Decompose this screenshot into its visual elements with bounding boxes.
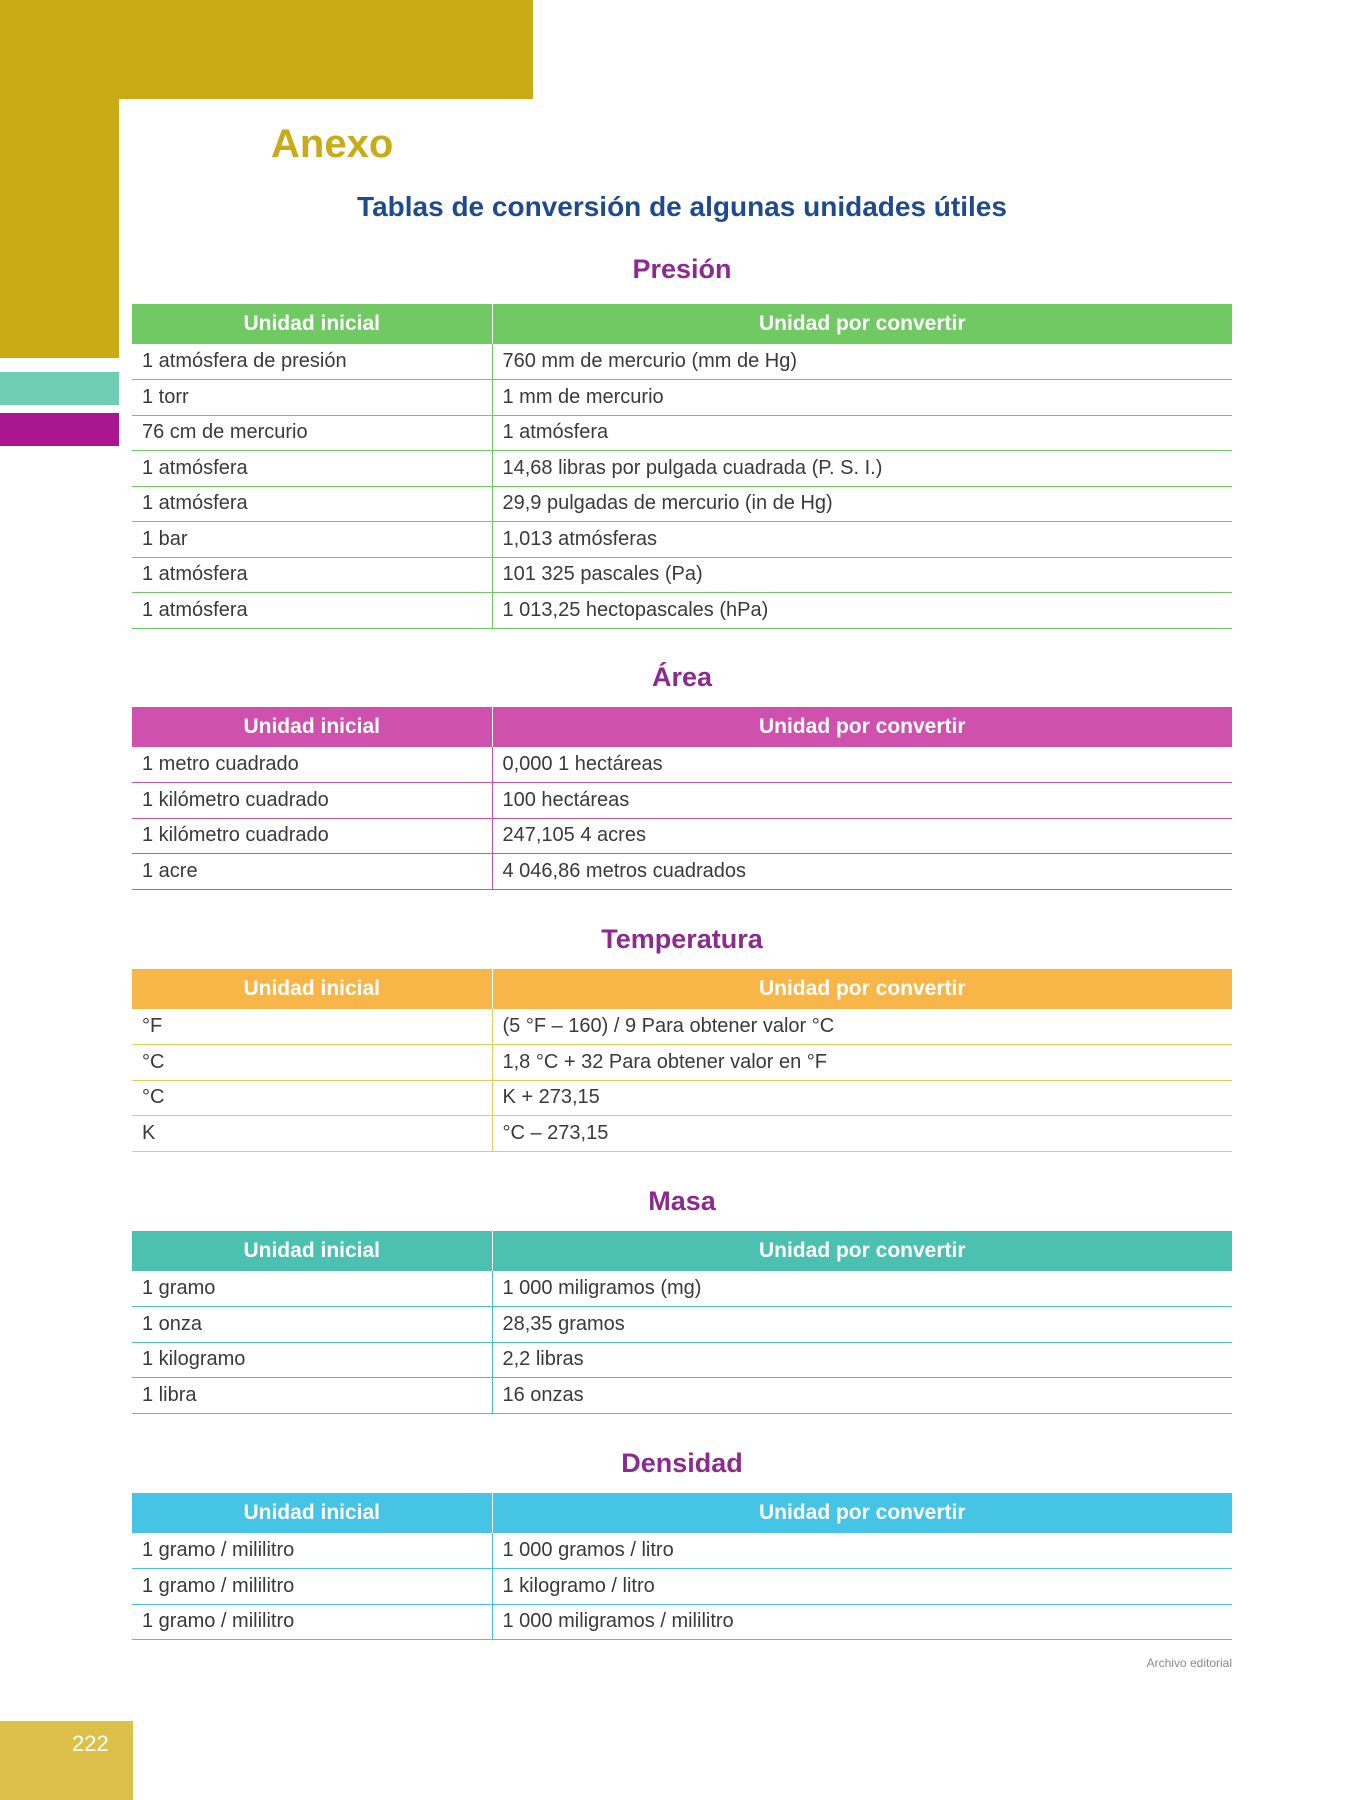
cell-convert: 247,105 4 acres [492, 818, 1232, 854]
densidad-table [132, 1493, 1232, 1640]
cell-convert: 1 atmósfera [492, 415, 1232, 451]
cell-convert: 101 325 pascales (Pa) [492, 557, 1232, 593]
table-row [132, 380, 1232, 416]
table-row [132, 593, 1232, 629]
cell-convert: 2,2 libras [492, 1342, 1232, 1378]
cell-initial: 1 atmósfera [132, 557, 492, 593]
column-header-initial: Unidad inicial [132, 707, 492, 747]
magenta-tab [0, 413, 119, 446]
table-row [132, 1271, 1232, 1307]
masa-heading: Masa [648, 1186, 716, 1216]
table-header-row [132, 1231, 1232, 1271]
cell-convert: K + 273,15 [492, 1080, 1232, 1116]
cell-initial: 1 torr [132, 380, 492, 416]
table-row [132, 344, 1232, 380]
table-row [132, 854, 1232, 890]
cell-initial: 1 kilómetro cuadrado [132, 783, 492, 819]
area-table [132, 707, 1232, 890]
densidad-heading: Densidad [621, 1448, 743, 1478]
table-row [132, 522, 1232, 558]
presion-table [132, 304, 1232, 629]
image-credit: Archivo editorial [1146, 1656, 1232, 1670]
column-header-convert: Unidad por convertir [492, 1231, 1232, 1271]
cell-initial: K [132, 1116, 492, 1152]
cell-convert: 1 000 miligramos / mililitro [492, 1604, 1232, 1640]
column-header-initial: Unidad inicial [132, 1231, 492, 1271]
cell-convert: 1 000 miligramos (mg) [492, 1271, 1232, 1307]
temperatura-table [132, 969, 1232, 1152]
table-row [132, 1116, 1232, 1152]
table-row [132, 1009, 1232, 1045]
cell-initial: 1 gramo / mililitro [132, 1569, 492, 1605]
table-row [132, 557, 1232, 593]
cell-convert: 14,68 libras por pulgada cuadrada (P. S. I.) [492, 451, 1232, 487]
table-row [132, 1378, 1232, 1414]
page-title: Anexo [271, 122, 394, 166]
table-row [132, 1080, 1232, 1116]
cell-convert: 100 hectáreas [492, 783, 1232, 819]
column-header-initial: Unidad inicial [132, 1493, 492, 1533]
column-header-convert: Unidad por convertir [492, 707, 1232, 747]
left-gold-band [0, 0, 119, 358]
cell-convert: 4 046,86 metros cuadrados [492, 854, 1232, 890]
cell-convert: (5 °F – 160) / 9 Para obtener valor °C [492, 1009, 1232, 1045]
cell-initial: 1 kilómetro cuadrado [132, 818, 492, 854]
table-row [132, 1045, 1232, 1081]
cell-convert: 1 000 gramos / litro [492, 1533, 1232, 1569]
cell-initial: 1 gramo [132, 1271, 492, 1307]
cell-convert: 28,35 gramos [492, 1307, 1232, 1343]
table-row [132, 783, 1232, 819]
cell-convert: 0,000 1 hectáreas [492, 747, 1232, 783]
cell-initial: 1 acre [132, 854, 492, 890]
cell-initial: 1 libra [132, 1378, 492, 1414]
cell-initial: 1 kilogramo [132, 1342, 492, 1378]
cell-convert: 1,013 atmósferas [492, 522, 1232, 558]
cell-initial: 76 cm de mercurio [132, 415, 492, 451]
cell-convert: 16 onzas [492, 1378, 1232, 1414]
cell-initial: 1 atmósfera [132, 486, 492, 522]
area-heading: Área [651, 662, 713, 692]
table-header-row [132, 1493, 1232, 1533]
table-row [132, 1604, 1232, 1640]
column-header-convert: Unidad por convertir [492, 969, 1232, 1009]
cell-initial: 1 onza [132, 1307, 492, 1343]
column-header-convert: Unidad por convertir [492, 304, 1232, 344]
cell-convert: 29,9 pulgadas de mercurio (in de Hg) [492, 486, 1232, 522]
table-header-row [132, 304, 1232, 344]
cell-convert: 1,8 °C + 32 Para obtener valor en °F [492, 1045, 1232, 1081]
column-header-convert: Unidad por convertir [492, 1493, 1232, 1533]
table-row [132, 818, 1232, 854]
cell-convert: 1 kilogramo / litro [492, 1569, 1232, 1605]
column-header-initial: Unidad inicial [132, 304, 492, 344]
table-row [132, 415, 1232, 451]
masa-table [132, 1231, 1232, 1414]
teal-tab [0, 372, 119, 405]
column-header-initial: Unidad inicial [132, 969, 492, 1009]
table-row [132, 1569, 1232, 1605]
table-row [132, 1342, 1232, 1378]
presion-heading: Presión [632, 254, 732, 284]
table-row [132, 747, 1232, 783]
temperatura-heading: Temperatura [601, 924, 763, 954]
table-row [132, 451, 1232, 487]
page-subtitle: Tablas de conversión de algunas unidades útiles [357, 191, 1007, 222]
table-row [132, 486, 1232, 522]
cell-initial: 1 atmósfera [132, 593, 492, 629]
cell-initial: °C [132, 1080, 492, 1116]
cell-initial: 1 gramo / mililitro [132, 1604, 492, 1640]
cell-convert: 1 mm de mercurio [492, 380, 1232, 416]
cell-initial: 1 bar [132, 522, 492, 558]
cell-initial: 1 metro cuadrado [132, 747, 492, 783]
cell-convert: °C – 273,15 [492, 1116, 1232, 1152]
cell-convert: 760 mm de mercurio (mm de Hg) [492, 344, 1232, 380]
table-header-row [132, 969, 1232, 1009]
table-row [132, 1533, 1232, 1569]
cell-initial: °F [132, 1009, 492, 1045]
cell-initial: 1 atmósfera de presión [132, 344, 492, 380]
cell-initial: 1 gramo / mililitro [132, 1533, 492, 1569]
table-header-row [132, 707, 1232, 747]
cell-initial: 1 atmósfera [132, 451, 492, 487]
cell-convert: 1 013,25 hectopascales (hPa) [492, 593, 1232, 629]
cell-initial: °C [132, 1045, 492, 1081]
page-number: 222 [72, 1731, 109, 1756]
table-row [132, 1307, 1232, 1343]
